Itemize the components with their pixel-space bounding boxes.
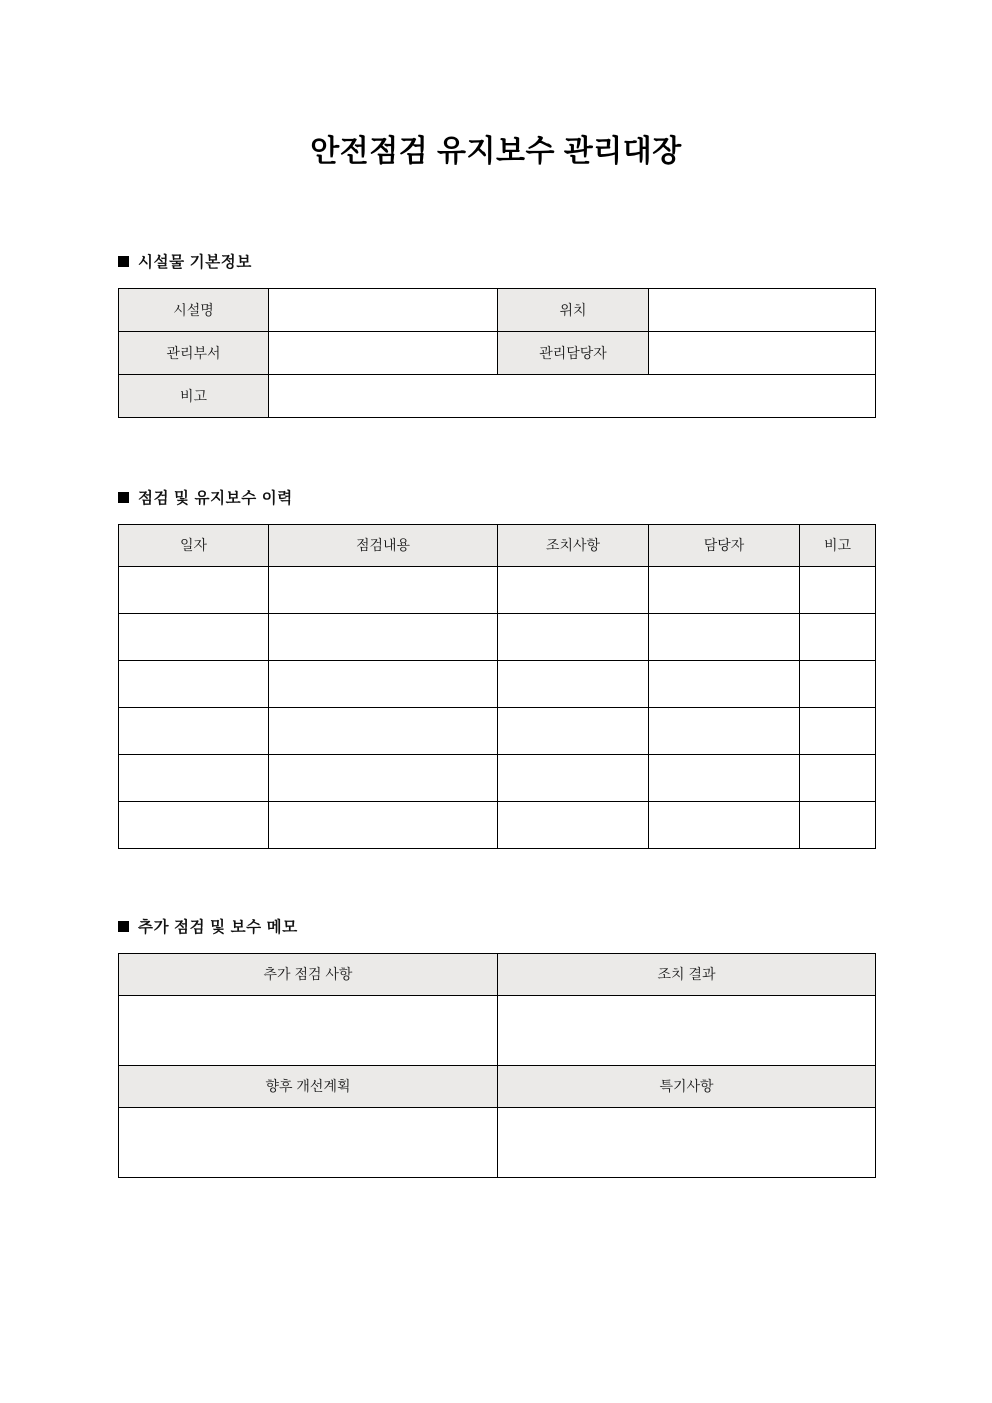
table-header-row — [119, 954, 876, 996]
cell-action-taken[interactable] — [498, 755, 649, 802]
field-improvement-plan[interactable] — [119, 1108, 498, 1178]
table-row — [119, 332, 876, 375]
cell-date[interactable] — [119, 802, 269, 849]
cell-inspection-detail[interactable] — [269, 708, 498, 755]
cell-person-in-charge[interactable] — [649, 802, 800, 849]
label-remark: 비고 — [119, 375, 269, 418]
column-header-action-taken: 조치사항 — [498, 525, 649, 567]
table-header-row — [119, 1066, 876, 1108]
section-heading-inspection-history — [118, 486, 876, 508]
table-row — [119, 289, 876, 332]
label-managing-department: 관리부서 — [119, 332, 269, 375]
section-inspection-history — [118, 486, 876, 849]
field-location[interactable] — [649, 289, 876, 332]
cell-action-taken[interactable] — [498, 708, 649, 755]
cell-remark[interactable] — [800, 708, 876, 755]
table-row — [119, 755, 876, 802]
section-heading-label: 시설물 기본정보 — [138, 254, 252, 271]
table-row — [119, 708, 876, 755]
table-row — [119, 614, 876, 661]
table-header-row — [119, 525, 876, 567]
cell-inspection-detail[interactable] — [269, 567, 498, 614]
cell-action-taken[interactable] — [498, 661, 649, 708]
field-special-notes[interactable] — [498, 1108, 876, 1178]
table-row — [119, 996, 876, 1066]
cell-date[interactable] — [119, 567, 269, 614]
cell-person-in-charge[interactable] — [649, 661, 800, 708]
filled-square-icon — [118, 492, 129, 503]
facility-basic-info-table — [118, 288, 876, 418]
table-row — [119, 1108, 876, 1178]
field-manager[interactable] — [649, 332, 876, 375]
field-managing-department[interactable] — [269, 332, 498, 375]
cell-inspection-detail[interactable] — [269, 661, 498, 708]
cell-date[interactable] — [119, 708, 269, 755]
cell-inspection-detail[interactable] — [269, 614, 498, 661]
table-row — [119, 802, 876, 849]
cell-person-in-charge[interactable] — [649, 755, 800, 802]
cell-date[interactable] — [119, 755, 269, 802]
section-heading-facility-basic-info — [118, 250, 876, 272]
filled-square-icon — [118, 921, 129, 932]
table-row — [119, 375, 876, 418]
cell-action-taken[interactable] — [498, 614, 649, 661]
inspection-history-table — [118, 524, 876, 849]
column-header-person-in-charge: 담당자 — [649, 525, 800, 567]
additional-memo-table — [118, 953, 876, 1178]
table-row — [119, 661, 876, 708]
cell-action-taken[interactable] — [498, 567, 649, 614]
cell-inspection-detail[interactable] — [269, 755, 498, 802]
cell-remark[interactable] — [800, 802, 876, 849]
document-title: 안전점검 유지보수 관리대장 — [310, 135, 682, 168]
section-heading-label: 추가 점검 및 보수 메모 — [138, 919, 298, 936]
field-remark[interactable] — [269, 375, 876, 418]
section-heading-label: 점검 및 유지보수 이력 — [138, 490, 293, 507]
cell-remark[interactable] — [800, 755, 876, 802]
cell-date[interactable] — [119, 661, 269, 708]
field-action-result[interactable] — [498, 996, 876, 1066]
column-header-date: 일자 — [119, 525, 269, 567]
column-header-action-result: 조치 결과 — [498, 954, 876, 996]
label-location: 위치 — [498, 289, 649, 332]
cell-inspection-detail[interactable] — [269, 802, 498, 849]
label-manager: 관리담당자 — [498, 332, 649, 375]
column-header-remark: 비고 — [800, 525, 876, 567]
table-row — [119, 567, 876, 614]
label-facility-name: 시설명 — [119, 289, 269, 332]
section-heading-additional-memo — [118, 915, 876, 937]
cell-date[interactable] — [119, 614, 269, 661]
field-additional-inspection[interactable] — [119, 996, 498, 1066]
field-facility-name[interactable] — [269, 289, 498, 332]
column-header-special-notes: 특기사항 — [498, 1066, 876, 1108]
cell-person-in-charge[interactable] — [649, 708, 800, 755]
cell-remark[interactable] — [800, 661, 876, 708]
column-header-improvement-plan: 향후 개선계획 — [119, 1066, 498, 1108]
section-additional-memo — [118, 915, 876, 1178]
cell-person-in-charge[interactable] — [649, 614, 800, 661]
cell-remark[interactable] — [800, 614, 876, 661]
cell-remark[interactable] — [800, 567, 876, 614]
column-header-inspection-detail: 점검내용 — [269, 525, 498, 567]
cell-person-in-charge[interactable] — [649, 567, 800, 614]
section-facility-basic-info — [118, 250, 876, 418]
filled-square-icon — [118, 256, 129, 267]
cell-action-taken[interactable] — [498, 802, 649, 849]
column-header-additional-inspection: 추가 점검 사항 — [119, 954, 498, 996]
